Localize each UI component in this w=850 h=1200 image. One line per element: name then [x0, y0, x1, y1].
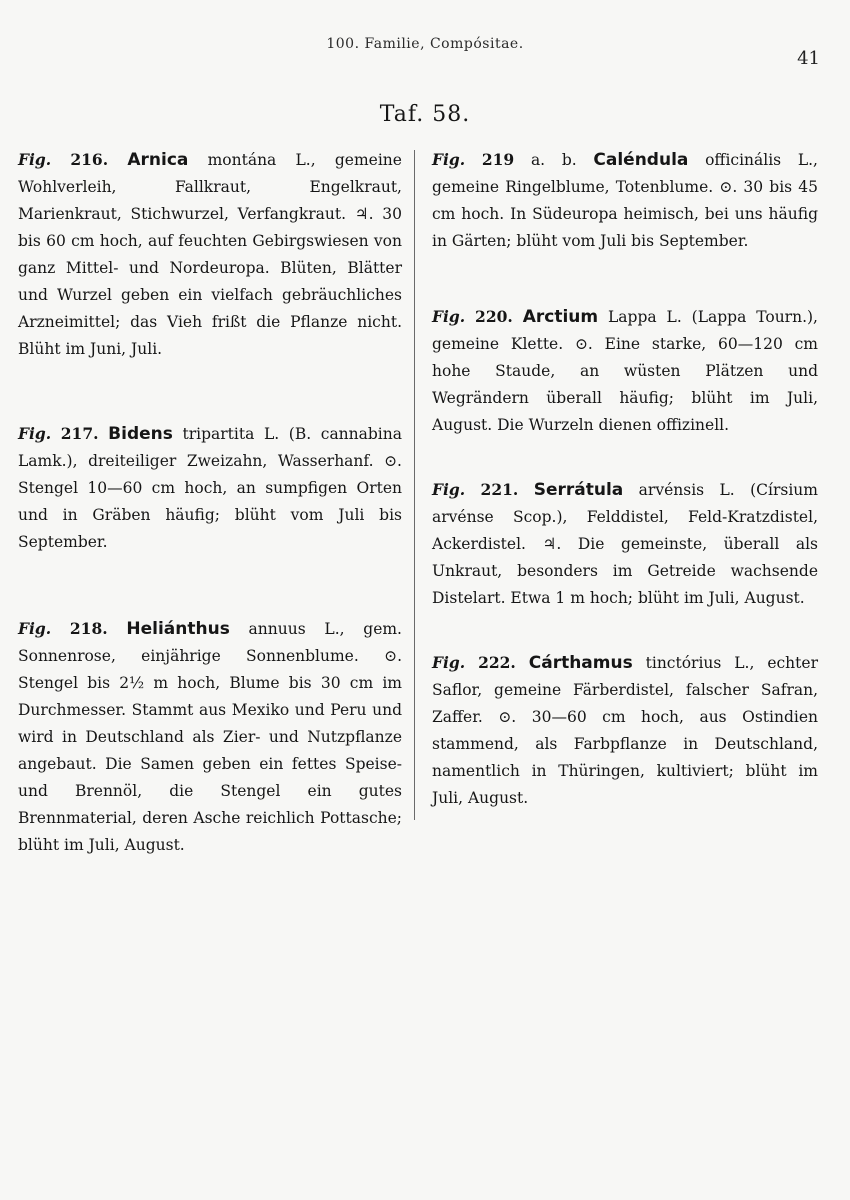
entry-text: annuus L., gem. Sonnenrose, einjährige Sonnenblume. ⊙. Stengel bis 2½ m hoch, Blume bis 30 cm im Durchmesser. Stammt aus Mexiko und Peru und wird in Deutschland als Zier- und Nutzpflanze angebaut. Die Samen geben ein fettes Speise- und Brennöl, die Stengel ein gutes Brennmaterial, deren Asche reichlich Pottasche; blüht im Juli, August. — [18, 620, 402, 854]
genus-name: Arnica — [127, 150, 189, 170]
fig-suffix: a. b. — [530, 151, 577, 169]
fig-label: Fig. — [432, 150, 466, 169]
fig-label: Fig. — [18, 619, 52, 638]
page-number: 41 — [797, 48, 820, 69]
entry-fig-220 — [432, 303, 818, 439]
entry-fig-222 — [432, 649, 818, 812]
fig-number: 221. — [480, 480, 519, 499]
fig-label: Fig. — [432, 480, 466, 499]
fig-number: 218. — [69, 619, 108, 638]
entry-text: tripartita L. (B. cannabina Lamk.), dreiteiliger Zweizahn, Wasserhanf. ⊙. Stengel 10—60 cm hoch, an sumpfigen Orten und in Gräben häufig; blüht vom Juli bis September. — [18, 425, 402, 551]
fig-label: Fig. — [18, 150, 52, 169]
entry-fig-217 — [18, 420, 402, 556]
fig-label: Fig. — [432, 307, 466, 326]
fig-label: Fig. — [18, 424, 52, 443]
entry-text: Lappa L. (Lappa Tourn.), gemeine Klette. ⊙. Eine starke, 60—120 cm hohe Staude, an wüsten Plätzen und Wegrändern überall häufig; blüht im Juli, August. Die Wurzeln dienen offizinell. — [432, 308, 818, 434]
fig-number: 217. — [60, 424, 99, 443]
entry-fig-221 — [432, 476, 818, 612]
entry-text: officinális L., gemeine Ringelblume, Totenblume. ⊙. 30 bis 45 cm hoch. In Südeuropa heimisch, bei uns häufig in Gärten; blüht vom Juli bis September. — [432, 151, 818, 250]
entry-text: montána L., gemeine Wohlverleih, Fallkraut, Engelkraut, Marienkraut, Stichwurzel, Verfangkraut. ♃. 30 bis 60 cm hoch, auf feuchten Gebirgswiesen von ganz Mittel- und Nordeuropa. Blüten, Blätter und Wurzel geben ein vielfach gebräuchliches Arzneimittel; das Vieh frißt die Pflanze nicht. Blüht im Juni, Juli. — [18, 151, 402, 358]
entry-fig-218 — [18, 615, 402, 859]
right-column — [432, 146, 818, 812]
plate-title: Taf. 58. — [379, 102, 471, 127]
column-divider — [414, 150, 415, 820]
genus-name: Caléndula — [593, 150, 689, 170]
entry-text: tinctórius L., echter Saflor, gemeine Färberdistel, falscher Safran, Zaffer. ⊙. 30—60 cm hoch, aus Ostindien stammend, als Farbpflanze in Deutschland, namentlich in Thüringen, kultiviert; blüht im Juli, August. — [432, 654, 818, 807]
left-column — [18, 146, 402, 859]
fig-label: Fig. — [432, 653, 466, 672]
genus-name: Serrátula — [533, 480, 624, 500]
fig-number: 220. — [475, 307, 513, 326]
entry-text: arvénsis L. (Círsium arvénse Scop.), Felddistel, Feld-Kratzdistel, Ackerdistel. ♃. Die gemeinste, überall als Unkraut, besonders im Getreide wachsende Distelart. Etwa 1 m hoch; blüht im Juli, August. — [432, 481, 818, 607]
fig-number: 219 — [481, 150, 515, 169]
genus-name: Arctium — [522, 307, 599, 327]
entry-fig-219 — [432, 146, 818, 255]
genus-name: Bidens — [108, 424, 173, 444]
entry-fig-216 — [18, 146, 402, 363]
running-head: 100. Familie, Compósitae. — [326, 36, 524, 52]
fig-number: 216. — [70, 150, 109, 169]
genus-name: Heliánthus — [126, 619, 230, 639]
genus-name: Cárthamus — [528, 653, 633, 673]
fig-number: 222. — [478, 653, 516, 672]
